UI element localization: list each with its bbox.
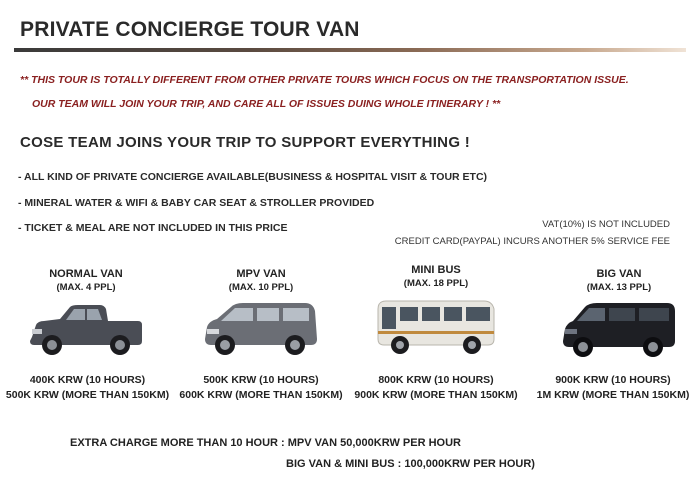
minibus-icon	[374, 295, 498, 359]
price-10-hours: 500K KRW (10 HOURS)	[203, 374, 319, 386]
title-underline	[14, 48, 686, 52]
extra-charge-line-2: BIG VAN & MINI BUS : 100,000KRW PER HOUR)	[286, 458, 535, 470]
van-name: NORMAL VAN	[49, 268, 123, 280]
price-over-150km: 500K KRW (MORE THAN 150KM)	[5, 389, 170, 401]
van-card-minibus	[351, 264, 521, 359]
van-name: MINI BUS	[411, 264, 461, 276]
card-fee-note: CREDIT CARD(PAYPAL) INCURS ANOTHER 5% SERVICE FEE	[394, 236, 670, 247]
sprinter-van-icon	[559, 299, 679, 361]
vat-note: VAT(10%) IS NOT INCLUDED	[542, 219, 670, 230]
price-10-hours: 900K KRW (10 HOURS)	[555, 374, 671, 386]
van-capacity: (MAX. 13 PPL)	[586, 282, 652, 293]
van-name: BIG VAN	[596, 268, 642, 280]
price-10-hours: 400K KRW (10 HOURS)	[29, 374, 146, 386]
pickup-truck-icon	[26, 299, 146, 361]
van-capacity: (MAX. 18 PPL)	[403, 278, 469, 289]
bullet-item: - TICKET & MEAL ARE NOT INCLUDED IN THIS PRICE	[18, 222, 288, 234]
intro-note-line-1: ** THIS TOUR IS TOTALLY DIFFERENT FROM OTHER PRIVATE TOURS WHICH FOCUS ON THE TRANSPORTATION ISSUE.	[20, 74, 629, 86]
price-over-150km: 900K KRW (MORE THAN 150KM)	[354, 389, 518, 401]
van-capacity: (MAX. 4 PPL)	[56, 282, 116, 293]
van-capacity: (MAX. 10 PPL)	[228, 282, 294, 293]
intro-note-line-2: OUR TEAM WILL JOIN YOUR TRIP, AND CARE ALL OF ISSUES DUING WHOLE ITINERARY ! **	[32, 98, 501, 110]
price-10-hours: 800K KRW (10 HOURS)	[378, 374, 494, 386]
section-headline: COSE TEAM JOINS YOUR TRIP TO SUPPORT EVERYTHING !	[20, 134, 471, 151]
minivan-icon	[201, 299, 321, 361]
page-title: PRIVATE CONCIERGE TOUR VAN	[20, 18, 360, 41]
van-name: MPV VAN	[236, 268, 286, 280]
extra-charge-line-1: EXTRA CHARGE MORE THAN 10 HOUR : MPV VAN 50,000KRW PER HOUR	[70, 437, 461, 449]
van-card-normal	[1, 268, 171, 361]
price-over-150km: 1M KRW (MORE THAN 150KM)	[536, 389, 690, 401]
van-card-big	[534, 268, 700, 361]
bullet-item: - MINERAL WATER & WIFI & BABY CAR SEAT & STROLLER PROVIDED	[18, 197, 375, 209]
price-over-150km: 600K KRW (MORE THAN 150KM)	[179, 389, 343, 401]
bullet-item: - ALL KIND OF PRIVATE CONCIERGE AVAILABLE(BUSINESS & HOSPITAL VISIT & TOUR ETC)	[18, 171, 488, 183]
van-card-mpv	[176, 268, 346, 361]
